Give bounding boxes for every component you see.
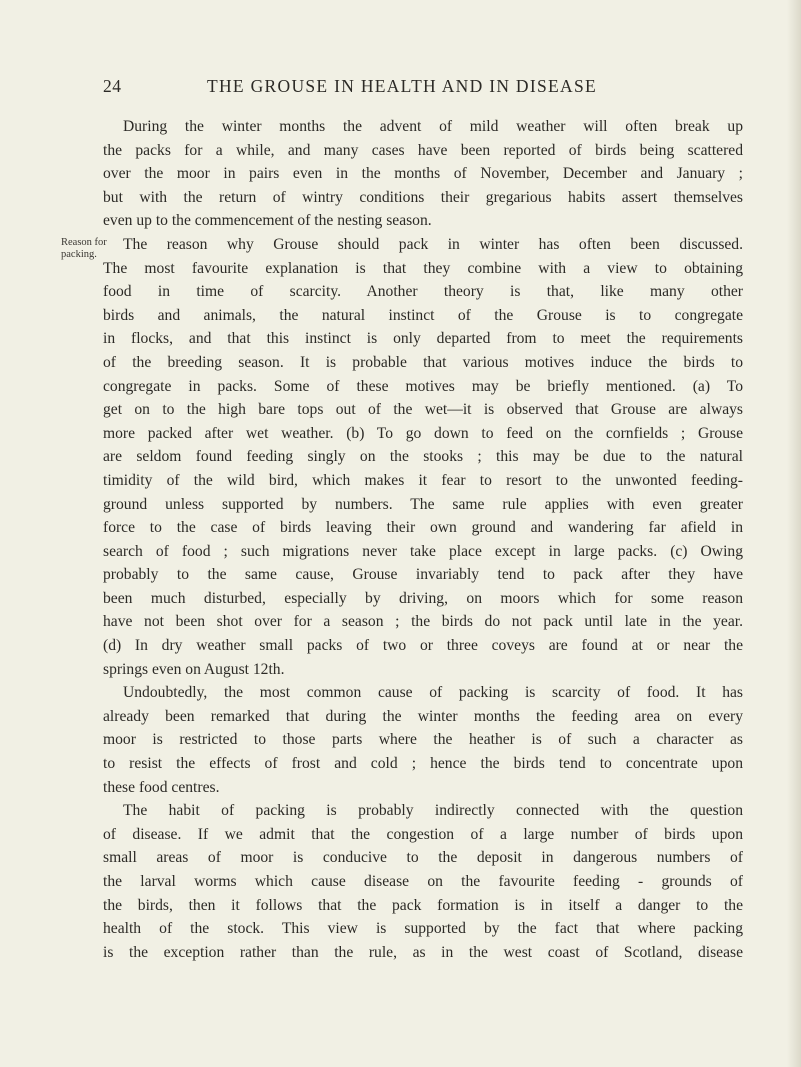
text-line: probably to the same cause, Grouse invariably tend to pack after they have xyxy=(103,566,743,584)
text-line: congregate in packs. Some of these motives may be briefly mentioned. (a) To xyxy=(103,377,743,395)
text-line: already been remarked that during the winter months the feeding area on every xyxy=(103,707,743,725)
text-line: these food centres. xyxy=(103,778,220,796)
text-line: search of food ; such migrations never take place except in large packs. (c) Owing xyxy=(103,542,743,560)
margin-note xyxy=(61,237,107,261)
text-line: the birds, then it follows that the pack formation is in itself a danger to the xyxy=(103,896,743,914)
margin-note-line: Reason for xyxy=(61,237,107,248)
text-line: springs even on August 12th. xyxy=(103,660,285,678)
text-line: of disease. If we admit that the congestion of a large number of birds upon xyxy=(103,825,743,843)
running-title: THE GROUSE IN HEALTH AND IN DISEASE xyxy=(207,76,597,96)
text-line: Undoubtedly, the most common cause of packing is scarcity of food. It has xyxy=(123,684,743,702)
page-number: 24 xyxy=(103,76,122,96)
text-line: timidity of the wild bird, which makes it fear to resort to the unwonted feeding- xyxy=(103,471,743,489)
text-line: ground unless supported by numbers. The same rule applies with even greater xyxy=(103,495,743,513)
text-line: but with the return of wintry conditions their gregarious habits assert themselves xyxy=(103,188,743,206)
page-edge-shadow xyxy=(787,0,801,1067)
text-line: small areas of moor is conducive to the deposit in dangerous numbers of xyxy=(103,849,743,867)
text-line: (d) In dry weather small packs of two or three coveys are found at or near the xyxy=(103,637,743,655)
text-line: food in time of scarcity. Another theory is that, like many other xyxy=(103,283,743,301)
text-line: During the winter months the advent of mild weather will often break up xyxy=(123,118,743,135)
text-line: The most favourite explanation is that they combine with a view to obtaining xyxy=(103,259,743,277)
text-line: are seldom found feeding singly on the stooks ; this may be due to the natural xyxy=(103,448,743,466)
text-line: been much disturbed, especially by driving, on moors which for some reason xyxy=(103,589,743,607)
text-line: force to the case of birds leaving their own ground and wandering far afield in xyxy=(103,519,743,537)
page-header xyxy=(0,76,801,102)
text-line: The reason why Grouse should pack in winter has often been discussed. xyxy=(123,235,743,253)
margin-note-line: packing. xyxy=(61,249,97,260)
text-line: even up to the commencement of the nesting season. xyxy=(103,212,432,230)
text-line: to resist the effects of frost and cold ; hence the birds tend to concentrate upon xyxy=(103,755,743,773)
text-line: get on to the high bare tops out of the wet—it is observed that Grouse are always xyxy=(103,401,743,419)
text-line: birds and animals, the natural instinct of the Grouse is to congregate xyxy=(103,306,743,324)
text-line: The habit of packing is probably indirectly connected with the question xyxy=(123,802,743,820)
text-line: over the moor in pairs even in the months of November, December and January ; xyxy=(103,165,743,183)
body-text xyxy=(103,115,743,964)
text-line: in flocks, and that this instinct is only departed from to meet the requirements xyxy=(103,330,743,348)
text-line: the packs for a while, and many cases have been reported of birds being scattered xyxy=(103,141,743,159)
text-line: of the breeding season. It is probable that various motives induce the birds to xyxy=(103,353,743,371)
text-line: the larval worms which cause disease on the favourite feeding - grounds of xyxy=(103,873,743,890)
text-line: moor is restricted to those parts where the heather is of such a character as xyxy=(103,731,743,749)
text-line: is the exception rather than the rule, as in the west coast of Scotland, disease xyxy=(103,943,743,961)
text-line: health of the stock. This view is supported by the fact that where packing xyxy=(103,920,743,938)
text-line: more packed after wet weather. (b) To go down to feed on the cornfields ; Grouse xyxy=(103,424,743,442)
text-line: have not been shot over for a season ; the birds do not pack until late in the year. xyxy=(103,613,743,631)
